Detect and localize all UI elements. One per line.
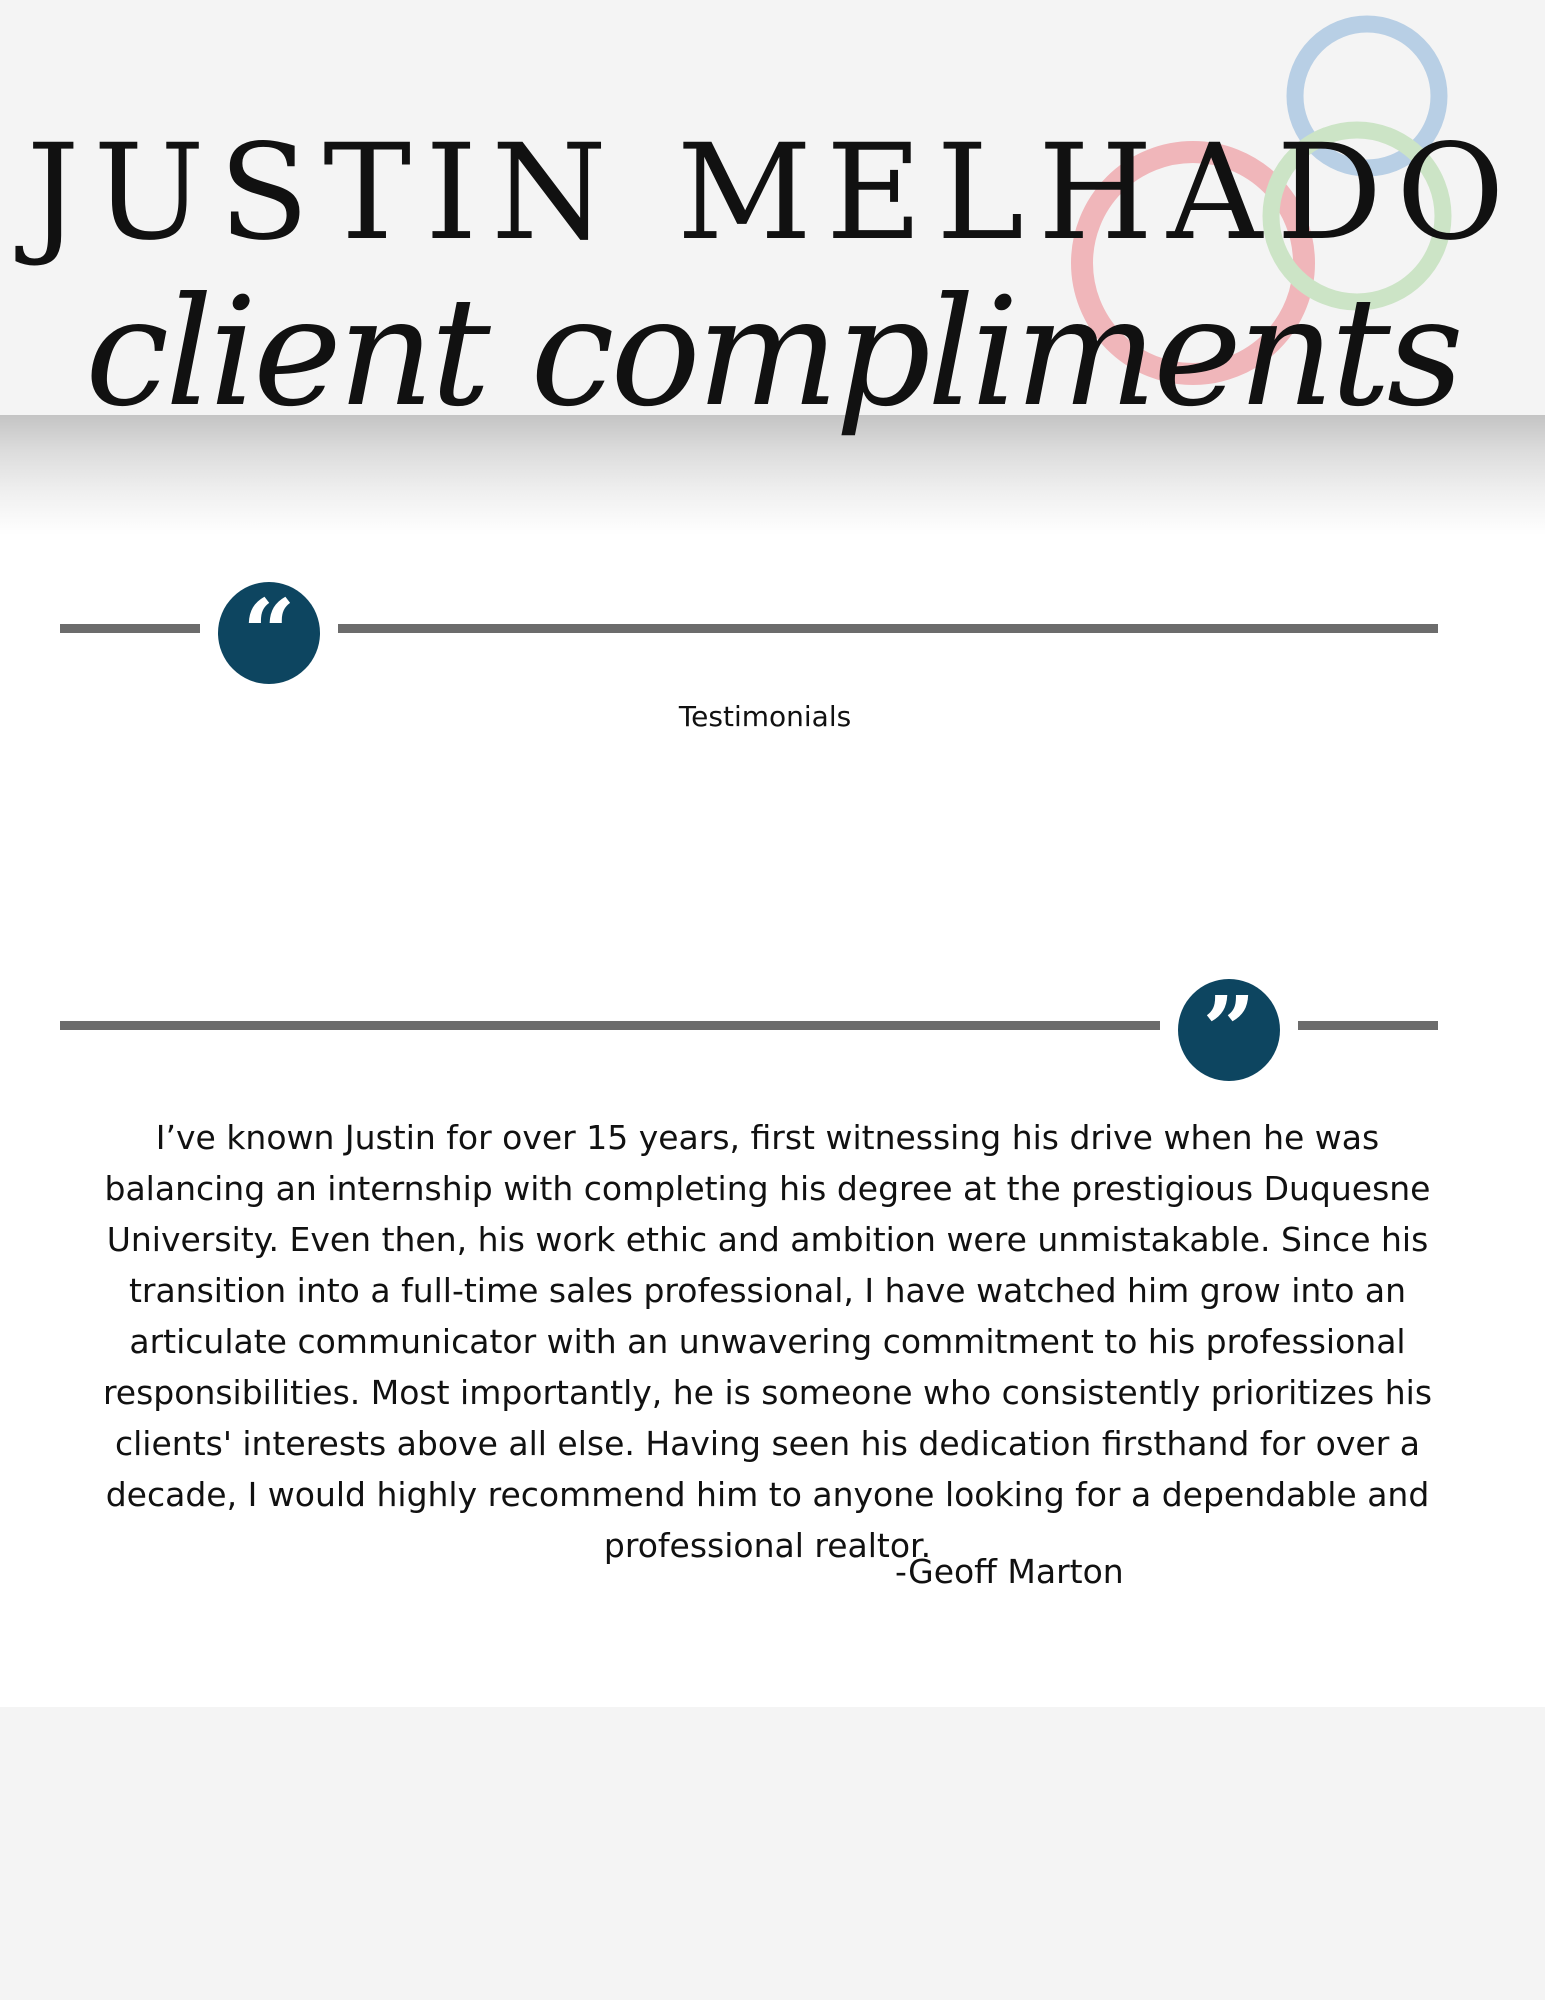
top-rule-right [338, 624, 1438, 633]
open-quote-icon [218, 579, 320, 687]
footer-background [0, 1707, 1545, 2000]
bottom-rule-right [1298, 1021, 1438, 1030]
open-quote-glyph: “ [242, 579, 296, 687]
testimonial-author: -Geoff Marton [895, 1552, 1124, 1591]
testimonial-text: I’ve known Justin for over 15 years, first witnessing his drive when he was balancing an internship with completing his degree at the prestigious Duquesne University. Even then, his work ethic and ambition were unmistakable. Since his transition into a full-time sales professional, I have watched him grow into an articulate communicator with an unwavering commitment to his professional responsibilities. Most importantly, he is someone who consistently prioritizes his clients' interests above all else. Having seen his dedication firsthand for over a decade, I would highly recommend him to anyone looking for a dependable and professional realtor. [102, 1118, 1433, 1565]
close-quote-glyph: ” [1202, 976, 1256, 1084]
top-rule-left [60, 624, 200, 633]
page-title: JUSTIN MELHADO [26, 116, 1519, 270]
page-subtitle: client compliments [85, 266, 1460, 440]
bottom-rule-left [60, 1021, 1160, 1030]
section-label: Testimonials [678, 700, 852, 733]
close-quote-icon [1178, 976, 1280, 1084]
